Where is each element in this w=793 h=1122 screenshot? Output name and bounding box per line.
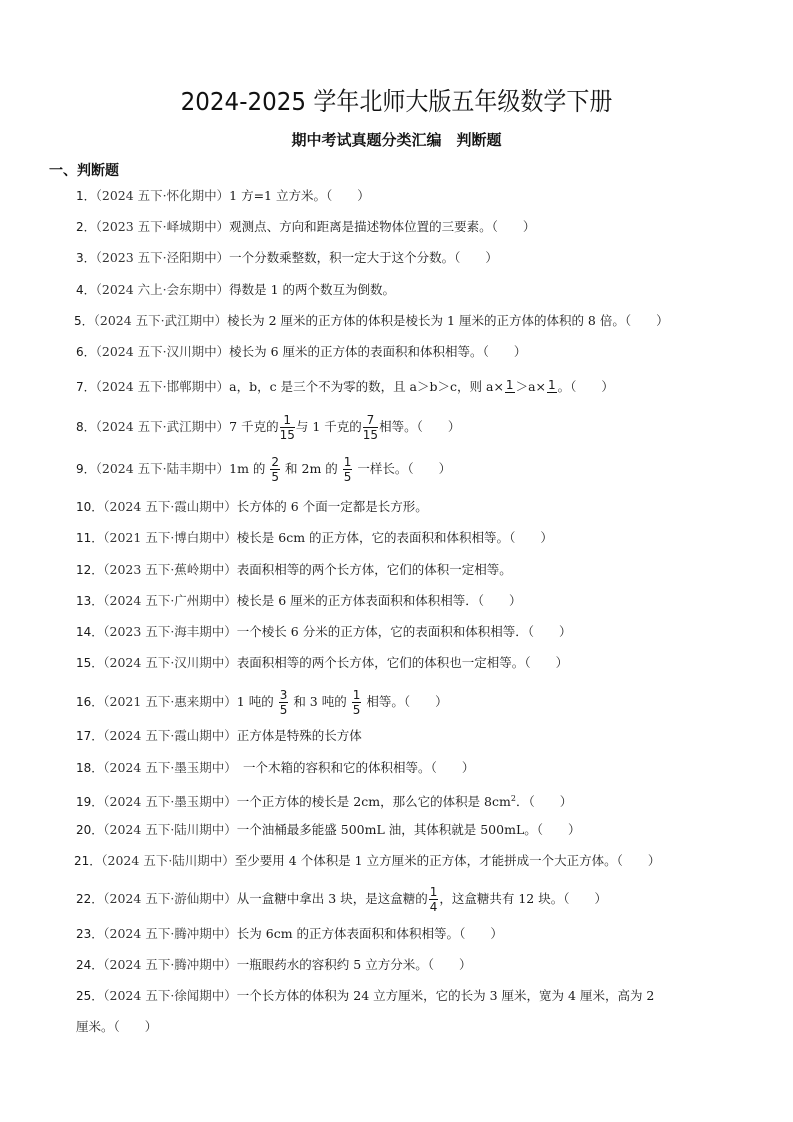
question-text: 至少要用 4 个体积是 1 立方厘米的正方体，才能拼成一个大正方体。 [234, 853, 617, 868]
question-text: 相等。 [362, 694, 404, 709]
question-source: （2024 五下·陆丰期中） [95, 461, 230, 476]
question-text: 一个木箱的容积和它的体积相等。 [230, 760, 431, 775]
question-text: 棱长为 2 厘米的正方体的体积是棱长为 1 厘米的正方体的体积的 8 倍。 [227, 313, 625, 328]
question-number: 6． [76, 345, 96, 359]
question-text: 长为 6cm 的正方体表面积和体积相等。 [236, 926, 460, 941]
question-text: 从一盒糖中拿出 3 块，是这盒糖的 [236, 891, 428, 906]
question-text: 棱长为 6 厘米的正方体的表面积和体积相等。 [229, 344, 483, 359]
superscript: 2 [510, 794, 516, 803]
answer-bracket[interactable]: （ ） [477, 593, 522, 608]
question-number: 16． [76, 695, 104, 709]
question-text: 。 [557, 379, 571, 394]
question-text: 一个棱长 6 分米的正方体，它的表面积和体积相等． [236, 624, 528, 639]
question-number: 5． [74, 314, 94, 328]
question-17 [76, 728, 362, 744]
question-25-continuation [76, 1019, 157, 1035]
question-5 [74, 313, 669, 329]
question-number: 4． [76, 283, 96, 297]
question-source: （2024 五下·霞山期中） [103, 728, 237, 743]
fraction: $\frac{2}{5}$ [271, 455, 280, 484]
fraction: $\frac{3}{5}$ [279, 688, 288, 717]
question-text: 观测点、方向和距离是描述物体位置的三要素。 [229, 219, 492, 234]
question-text: 一个油桶最多能盛 500mL 油，其体积就是 500mL。 [236, 822, 537, 837]
question-number: 20． [76, 823, 104, 837]
question-number: 11． [76, 531, 104, 545]
fraction: 1 [505, 378, 514, 392]
question-source: （2023 五下·蕉岭期中） [103, 562, 237, 577]
question-number: 15． [76, 656, 104, 670]
answer-bracket[interactable]: （ ） [491, 219, 536, 234]
question-19 [76, 791, 572, 810]
question-source: （2024 五下·墨玉期中） [103, 760, 231, 775]
fraction: $\frac{1}{5}$ [343, 455, 352, 484]
question-source: （2024 五下·怀化期中） [95, 188, 230, 203]
question-text: ． [515, 794, 529, 810]
question-text: 一个正方体的棱长是 2cm，那么它的体积是 8cm [236, 794, 511, 810]
answer-bracket[interactable]: （ ） [482, 344, 527, 359]
question-source: （2024 五下·广州期中） [103, 593, 237, 608]
question-text: 一瓶眼药水的容积约 5 立方分米。 [236, 957, 428, 972]
question-number: 17． [76, 729, 104, 743]
question-number: 23． [76, 927, 104, 941]
answer-bracket[interactable]: （ ） [624, 313, 669, 328]
question-number: 10． [76, 500, 104, 514]
question-text: 正方体是特殊的长方体 [236, 728, 362, 743]
question-text: 和 3 吨的 [289, 694, 351, 709]
question-number: 14． [76, 625, 104, 639]
question-source: （2024 五下·霞山期中） [103, 499, 237, 514]
question-number: 3． [76, 251, 96, 265]
question-number: 24． [76, 958, 104, 972]
question-text: 和 2m 的 [281, 461, 342, 476]
answer-bracket[interactable]: （ ） [570, 379, 614, 394]
question-text: 一个分数乘整数，积一定大于这个分数。 [229, 250, 455, 265]
question-1 [76, 188, 370, 204]
question-text: 厘米。 [76, 1019, 114, 1034]
answer-bracket[interactable]: （ ） [563, 891, 607, 906]
question-text: 1m 的 [229, 461, 270, 476]
question-number: 1． [76, 189, 96, 203]
question-source: （2023 五下·泾阳期中） [95, 250, 230, 265]
question-text: 长方体的 6 个面一定都是长方形。 [236, 499, 428, 514]
question-number: 13． [76, 594, 104, 608]
question-source: （2024 五下·游仙期中） [103, 891, 237, 906]
question-2 [76, 219, 535, 235]
answer-bracket[interactable]: （ ） [454, 250, 498, 265]
question-23 [76, 926, 503, 942]
answer-bracket[interactable]: （ ） [509, 530, 553, 545]
answer-bracket[interactable]: （ ） [527, 624, 572, 639]
question-text: 一个长方体的体积为 24 立方厘米，它的长为 3 厘米，宽为 4 厘米，高为 2 [236, 988, 655, 1003]
answer-bracket[interactable]: （ ） [416, 419, 461, 434]
question-24 [76, 957, 471, 973]
question-number: 18． [76, 761, 104, 775]
question-9 [76, 456, 451, 483]
question-16 [76, 689, 448, 716]
question-text: 表面积相等的两个长方体，它们的体积也一定相等。 [236, 655, 525, 670]
question-11 [76, 530, 553, 546]
question-number: 2． [76, 220, 96, 234]
question-text: 1 方=1 立方米。 [229, 188, 326, 203]
question-number: 7． [76, 380, 96, 394]
section-heading: 一、判断题 [49, 163, 119, 179]
question-number: 21． [74, 854, 102, 868]
question-21 [74, 853, 660, 869]
answer-bracket[interactable]: （ ） [616, 853, 661, 868]
question-text: 1 吨的 [236, 694, 278, 709]
fraction: $\frac{1}{4}$ [429, 885, 438, 914]
answer-bracket[interactable]: （ ） [113, 1019, 158, 1034]
answer-bracket[interactable]: （ ） [430, 760, 475, 775]
document-title: 2024-2025 学年北师大版五年级数学下册 [180, 87, 613, 116]
question-text: ＞a× [515, 379, 546, 394]
fraction: 1 [548, 378, 556, 392]
question-7 [76, 379, 614, 396]
question-number: 19． [76, 795, 104, 810]
question-source: （2021 五下·博白期中） [103, 530, 237, 545]
question-text: 与 1 千克的 [295, 419, 362, 434]
question-source: （2024 五下·陆川期中） [103, 822, 237, 837]
answer-bracket[interactable]: （ ） [403, 694, 448, 709]
question-source: （2021 五下·惠来期中） [103, 694, 237, 709]
question-number: 8． [76, 420, 96, 434]
answer-bracket[interactable]: （ ） [524, 655, 569, 670]
question-source: （2023 五下·峄城期中） [95, 219, 230, 234]
question-source: （2024 五下·武江期中） [95, 419, 230, 434]
question-20 [76, 822, 581, 838]
question-text: 7 千克的 [229, 419, 279, 434]
question-source: （2024 五下·汉川期中） [95, 344, 230, 359]
question-6 [76, 344, 526, 360]
question-source: （2024 五下·腾冲期中） [103, 926, 237, 941]
question-source: （2024 五下·武江期中） [93, 313, 228, 328]
question-25 [76, 988, 654, 1004]
question-12 [76, 562, 512, 578]
question-3 [76, 250, 498, 266]
answer-bracket[interactable]: （ ） [325, 188, 370, 203]
question-text: 一样长。 [353, 461, 408, 476]
question-text: 棱长是 6 厘米的正方体表面积和体积相等． [236, 593, 478, 608]
question-text: 棱长是 6cm 的正方体，它的表面积和体积相等。 [236, 530, 510, 545]
question-text: a，b，c 是三个不为零的数，且 a＞b＞c，则 a× [229, 379, 504, 394]
question-text: 相等。 [379, 419, 417, 434]
question-14 [76, 624, 571, 640]
question-4 [76, 282, 395, 298]
answer-bracket[interactable]: （ ） [407, 461, 452, 476]
answer-bracket[interactable]: （ ） [427, 957, 472, 972]
answer-bracket[interactable]: （ ） [528, 794, 573, 810]
question-number: 12． [76, 563, 104, 577]
question-source: （2024 五下·墨玉期中） [103, 794, 237, 810]
question-13 [76, 593, 521, 609]
question-text: 表面积相等的两个长方体，它们的体积一定相等。 [236, 562, 512, 577]
fraction: $\frac{1}{5}$ [352, 688, 361, 717]
question-source: （2024 五下·汉川期中） [103, 655, 237, 670]
question-8 [76, 414, 460, 441]
question-number: 9． [76, 462, 96, 476]
question-18 [76, 760, 474, 776]
question-15 [76, 655, 568, 671]
question-text: 得数是 1 的两个数互为倒数。 [229, 282, 396, 297]
question-number: 25． [76, 989, 104, 1003]
question-source: （2024 六上·会东期中） [95, 282, 230, 297]
question-source: （2024 五下·徐闻期中） [103, 988, 237, 1003]
answer-bracket[interactable]: （ ） [459, 926, 503, 941]
question-source: （2024 五下·腾冲期中） [103, 957, 237, 972]
question-number: 22． [76, 892, 104, 906]
fraction: $\frac{1}{15}$ [279, 413, 295, 442]
question-text: ，这盒糖共有 12 块。 [439, 891, 564, 906]
question-22 [76, 886, 607, 913]
question-source: （2024 五下·陆川期中） [101, 853, 235, 868]
question-source: （2023 五下·海丰期中） [103, 624, 237, 639]
fraction: $\frac{7}{15}$ [362, 413, 379, 442]
document-subtitle: 期中考试真题分类汇编 判断题 [291, 131, 502, 149]
question-source: （2024 五下·邯郸期中） [95, 379, 230, 394]
answer-bracket[interactable]: （ ） [536, 822, 581, 837]
question-10 [76, 499, 428, 515]
